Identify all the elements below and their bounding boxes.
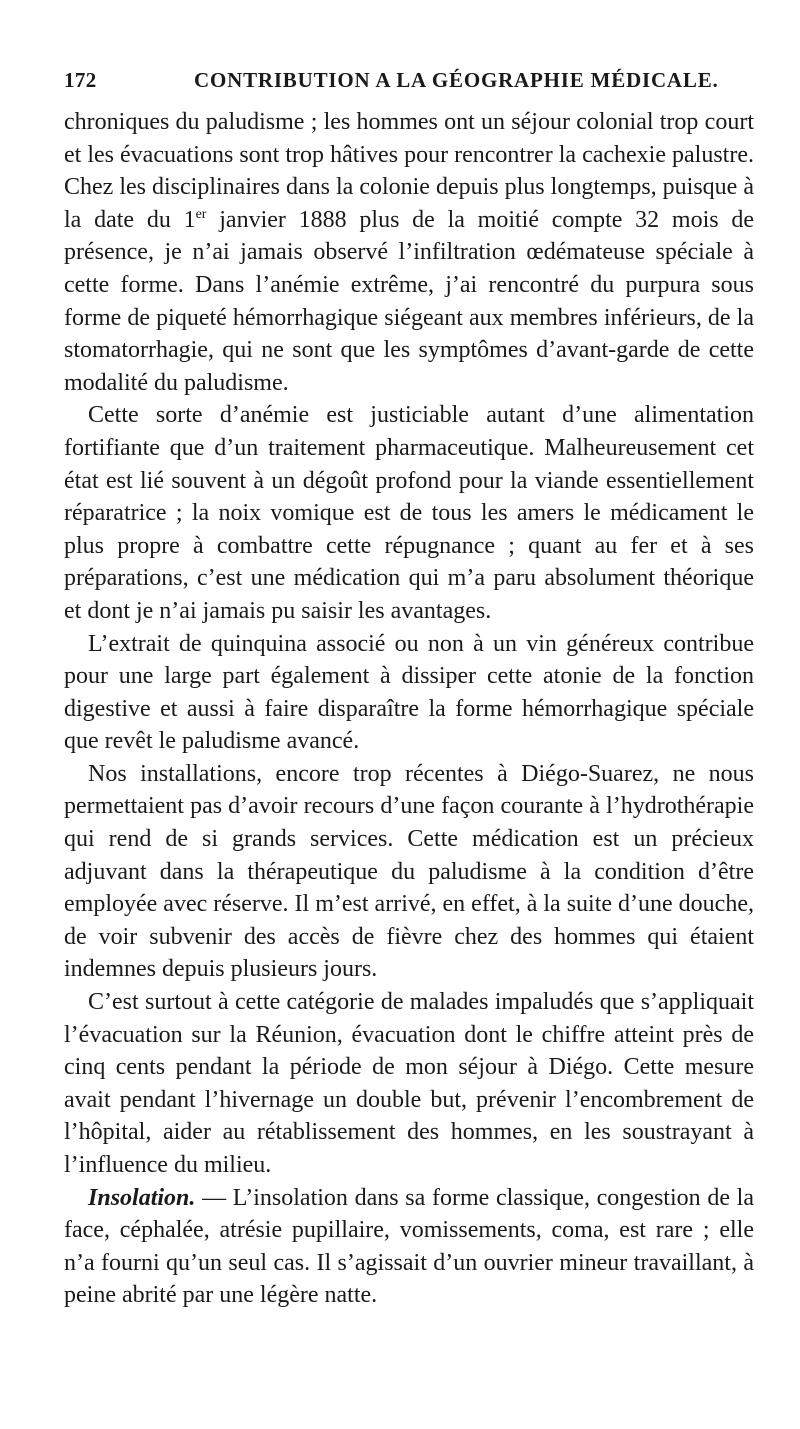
paragraph-3: L’extrait de quinquina associé ou non à un vin généreux contribue pour une large part également à dissiper cette atonie de la fonction digestive et aussi à faire disparaître la forme hémorrhagique spéciale que revêt le paludisme avancé. [64, 630, 754, 755]
body-text [64, 106, 754, 1312]
paragraph-6 [64, 1182, 754, 1312]
paragraph-5: C’est surtout à cette catégorie de malades impaludés que s’appliquait l’évacuation sur la Réunion, évacuation dont le chiffre atteint près de cinq cents pendant la période de mon séjour à Diégo. Cette mesure avait pendant l’hivernage un double but, prévenir l’encombrement de l’hôpital, aider au rétablissement des hommes, en les soustrayant à l’influence du milieu. [64, 989, 754, 1178]
document-page [64, 68, 754, 1312]
paragraph-1-text-before-superscript: chroniques du paludisme ; les hommes ont un séjour colonial trop court et les évacuations sont trop hâtives pour rencontrer la cachexie palustre. Chez les disciplinaires dans la colonie depuis plus longtemps, puisque à la date du 1 [64, 109, 754, 233]
ordinal-superscript: er [195, 206, 207, 222]
paragraph-6-text: — L’insolation dans sa forme classique, congestion de la face, céphalée, atrésie pupillaire, vomissements, coma, est rare ; elle n’a fourni qu’un seul cas. Il s’agissait d’un ouvrier mineur travaillant, à peine abrité par une légère natte. [64, 1184, 754, 1309]
running-header [64, 68, 754, 98]
paragraph-4: Nos installations, encore trop récentes à Diégo-Suarez, ne nous permettaient pas d’avoir recours d’une façon courante à l’hydrothérapie qui rend de si grands services. Cette médication est un précieux adjuvant dans la thérapeutique du paludisme à la condition d’être employée avec réserve. Il m’est arrivé, en effet, à la suite d’une douche, de voir subvenir des accès de fièvre chez des hommes qui étaient indemnes depuis plusieurs jours. [64, 760, 754, 983]
paragraph-1 [64, 106, 754, 399]
header-title: CONTRIBUTION A LA GÉOGRAPHIE MÉDICALE. [194, 68, 719, 92]
page-number: 172 [64, 68, 97, 92]
paragraph-1-text-after-superscript: janvier 1888 plus de la moitié compte 32 mois de présence, je n’ai jamais observé l’infiltration œdémateuse spéciale à cette forme. Dans l’anémie extrême, j’ai rencontré du purpura sous forme de piqueté hémorrhagique siégeant aux membres inférieurs, de la stomatorrhagie, qui ne sont que les symptômes d’avant-garde de cette modalité du paludisme. [64, 206, 755, 396]
paragraph-2: Cette sorte d’anémie est justiciable autant d’une alimentation fortifiante que d’un traitement pharmaceutique. Malheureusement cet état est lié souvent à un dégoût profond pour la viande essentiellement réparatrice ; la noix vomique est de tous les amers le médicament le plus propre à combattre cette répugnance ; quant au fer et à ses préparations, c’est une médication qui m’a paru absolument théorique et dont je n’ai jamais pu saisir les avantages. [64, 402, 754, 624]
section-heading-insolation: Insolation. [88, 1184, 196, 1211]
